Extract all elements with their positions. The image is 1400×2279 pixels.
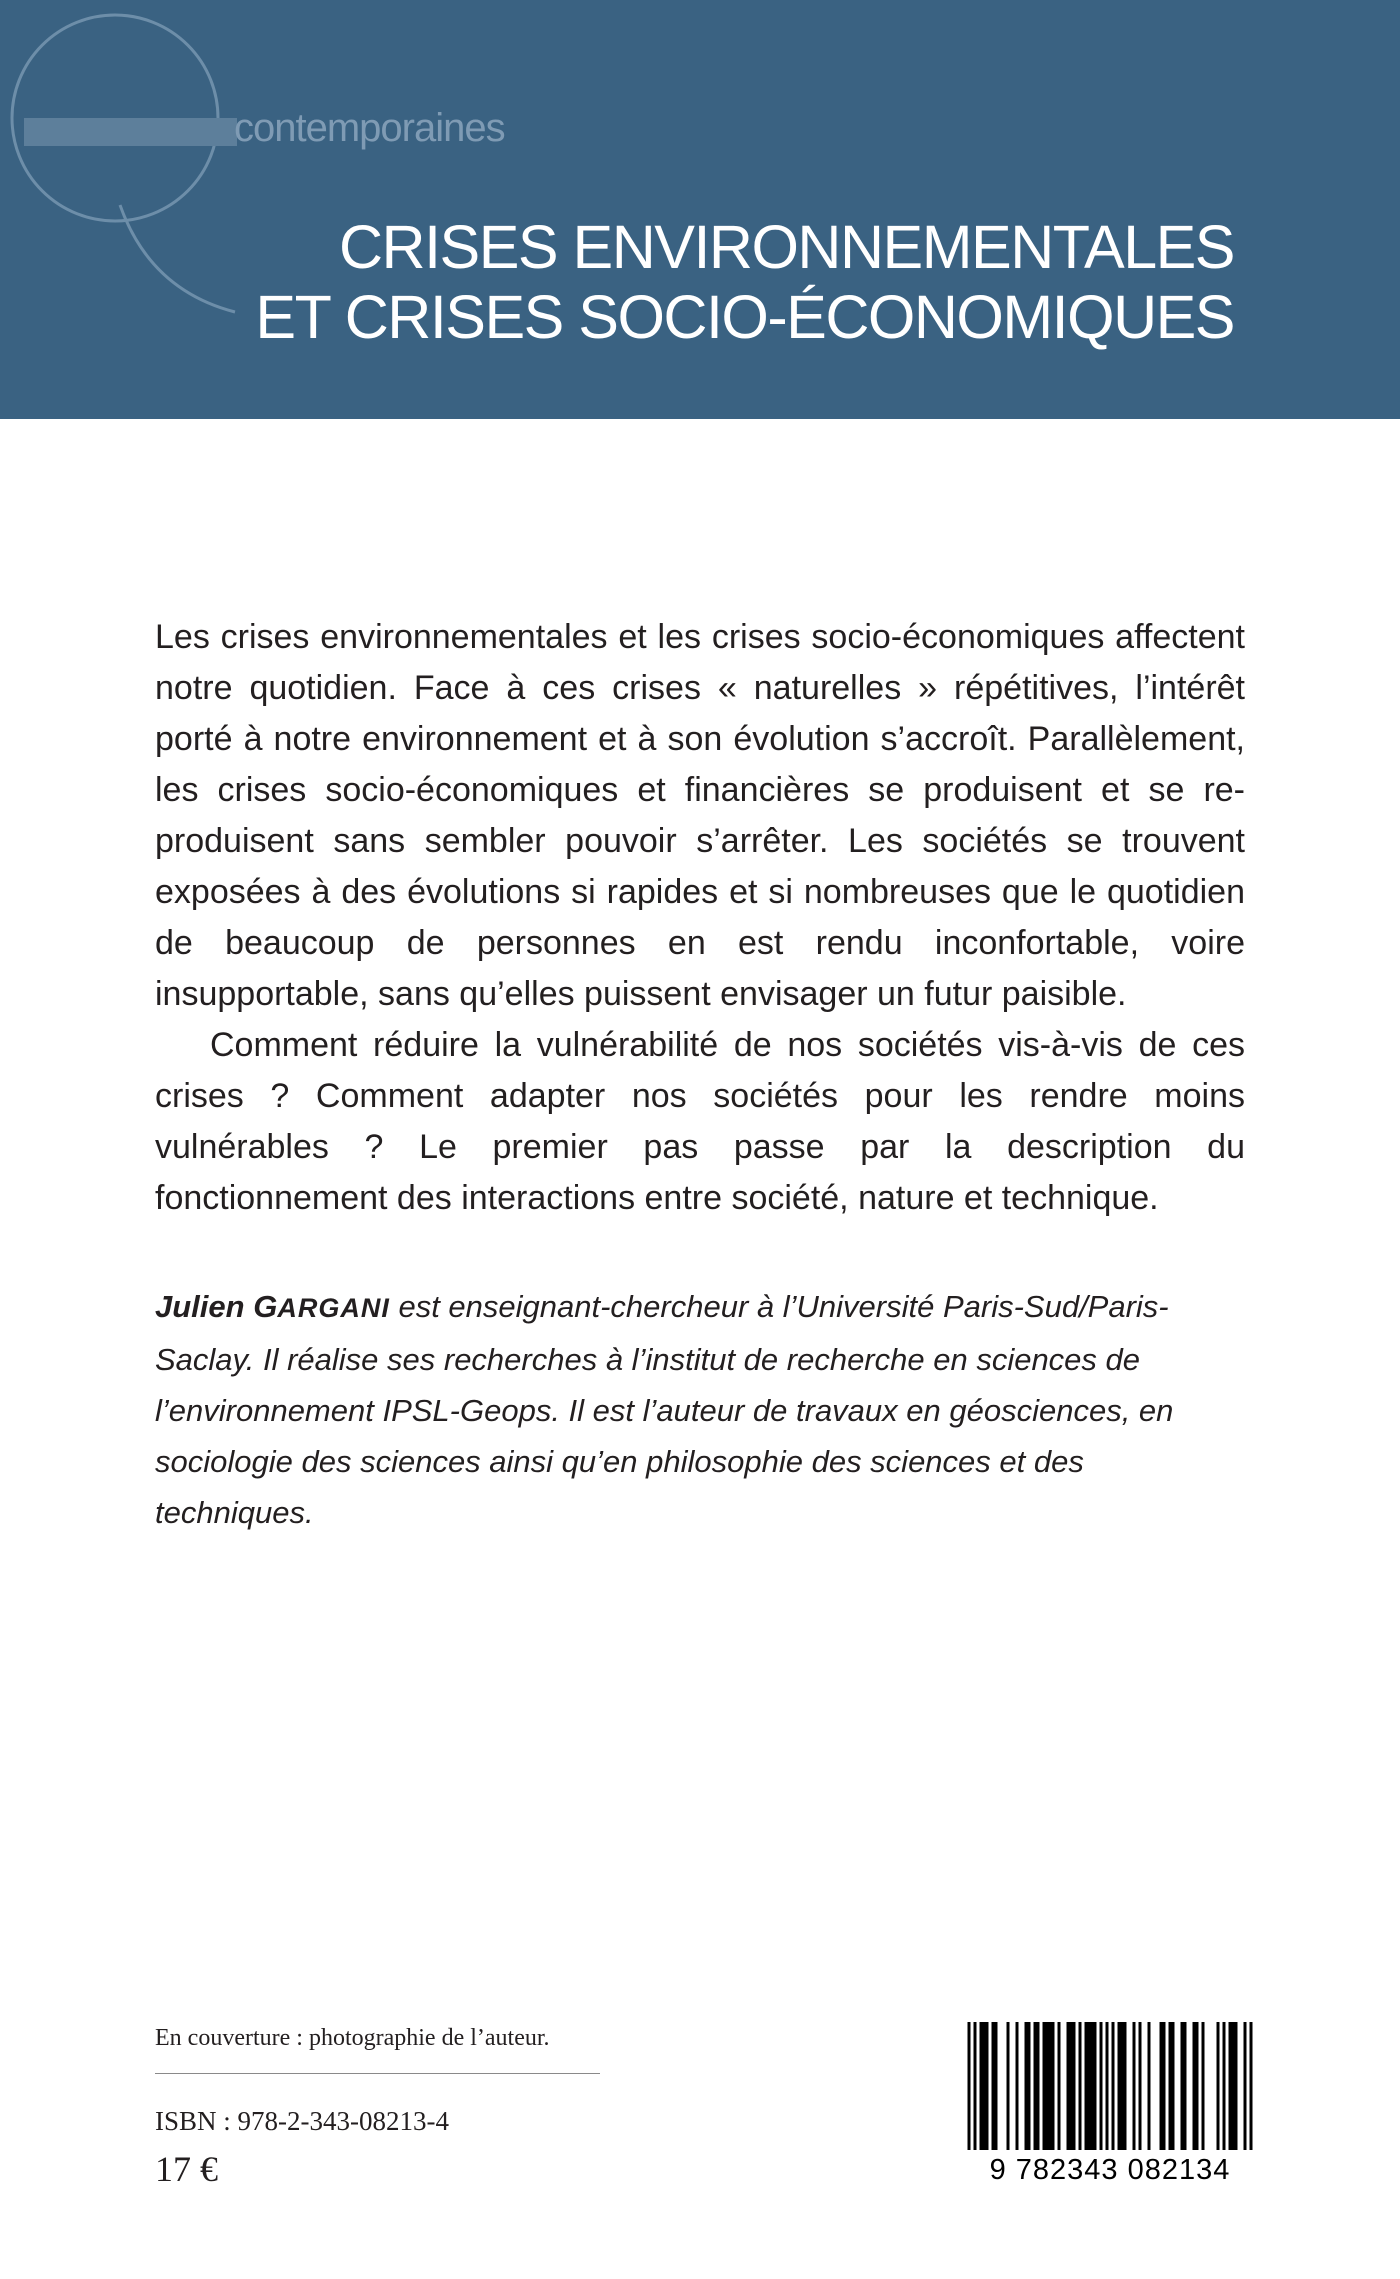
barcode-bar (1067, 2022, 1076, 2150)
barcode-bar (1034, 2022, 1040, 2150)
author-name (155, 1289, 390, 1324)
barcode-bar (1139, 2022, 1142, 2150)
barcode-bar (1079, 2022, 1082, 2150)
barcode-bar (980, 2022, 989, 2150)
barcode-bar (1223, 2022, 1226, 2150)
barcode-bar (1043, 2022, 1055, 2150)
barcode-bar (1007, 2022, 1010, 2150)
barcode-bar (1085, 2022, 1097, 2150)
barcode-bar (1025, 2022, 1031, 2150)
barcode-bar (1058, 2022, 1061, 2150)
series-q-logo (0, 0, 280, 340)
barcode-bar (1148, 2022, 1151, 2150)
credit-divider (155, 2073, 600, 2074)
barcode-bar (1229, 2022, 1238, 2150)
barcode-bar (1202, 2022, 1205, 2150)
blurb-paragraph-2: Comment réduire la vulnérabilité de nos sociétés vis-à-vis de ces crises ? Comment adapter nos sociétés pour les rendre moins vulnérables ? Le premier pas passe par la description du fonctionnement des interactions entre société, nature et technique. (155, 1026, 1245, 1217)
barcode-bar (1016, 2022, 1019, 2150)
barcode-bar (1181, 2022, 1187, 2150)
barcode-bar (992, 2022, 998, 2150)
author-last-name-rest: ARGANI (277, 1293, 390, 1323)
barcode-guard-bar (1106, 2022, 1109, 2162)
book-blurb (155, 612, 1245, 1224)
barcode-guard-bar (1250, 2022, 1253, 2162)
price: 17 € (155, 2149, 218, 2189)
barcode-guard-bar (974, 2022, 977, 2162)
barcode-bar (1100, 2022, 1103, 2150)
barcode-bar (1133, 2022, 1136, 2150)
title-line-1: CRISES ENVIRONNEMENTALES (339, 213, 1234, 281)
author-first-name: Julien (155, 1289, 245, 1324)
barcode-guard-bar (1112, 2022, 1115, 2162)
barcode-bar (1217, 2022, 1220, 2150)
barcode-bar (1193, 2022, 1199, 2150)
barcode-bar (1160, 2022, 1166, 2150)
isbn: ISBN : 978-2-343-08213-4 (155, 2106, 449, 2136)
cover-credit: En couverture : photographie de l’auteur. (155, 2025, 550, 2051)
series-name: contemporaines (234, 106, 505, 150)
series-bar (24, 118, 237, 146)
blurb-paragraph-1: Les crises environnementales et les crises socio-économiques affectent notre quotidien. Face à ces crises « naturelles » répétitives, l’intérêt porté à notre environnement et à son évolution s’accroît. Parallèlement, les crises socio-économiques et financières se produisent et se re-produisent sans sembler pouvoir s’arrêter. Les sociétés se trouvent exposées à des évolutions si rapides et si nombreuses que le quotidien de beaucoup de personnes en est rendu inconfortable, voire insupportable, sans qu’elles puissent envisager un futur paisible. (155, 618, 1245, 1013)
barcode-bar (1169, 2022, 1175, 2150)
author-bio (155, 1281, 1245, 1538)
book-title (255, 212, 1234, 352)
cover-header (0, 0, 1400, 419)
barcode-bar (1118, 2022, 1127, 2150)
barcode-digits: 9 782343 082134 (960, 2150, 1260, 2190)
barcode-guard-bar (968, 2022, 971, 2162)
barcode-guard-bar (1244, 2022, 1247, 2162)
title-line-2: ET CRISES SOCIO-ÉCONOMIQUES (255, 283, 1234, 351)
author-bio-text: est enseignant-chercheur à l’Université Paris-Sud/Paris-Saclay. Il réalise ses recherches à l’institut de recherche en sciences de l’environnement IPSL-Geops. Il est l’auteur de travaux en géosciences, en sociologie des sciences ainsi qu’en philosophie des sciences et des techniques. (155, 1289, 1174, 1530)
author-last-name-initial: G (253, 1289, 278, 1324)
q-logo-tail (120, 205, 235, 312)
